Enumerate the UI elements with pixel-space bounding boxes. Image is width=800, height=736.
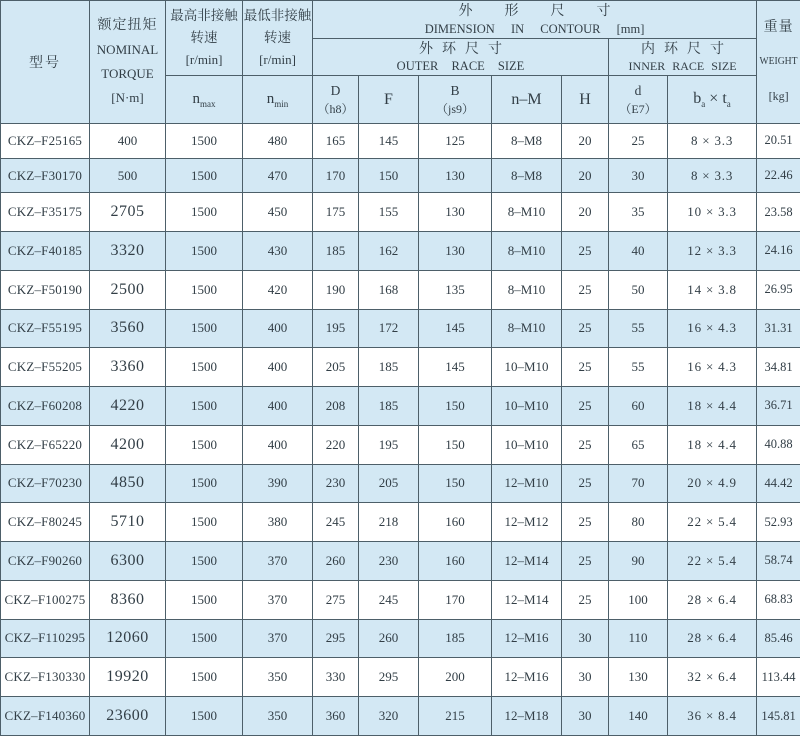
cell-B: 130 xyxy=(419,193,492,232)
cell-weight: 113.44 xyxy=(757,658,800,697)
cell-torque: 2705 xyxy=(90,193,166,232)
max-speed-label-zh2: 转速 xyxy=(190,30,218,45)
cell-nmax: 1500 xyxy=(166,503,243,542)
cell-weight: 20.51 xyxy=(757,124,800,159)
cell-bt: 22 × 5.4 xyxy=(668,503,757,542)
cell-d: 130 xyxy=(609,658,668,697)
torque-unit: [N·m] xyxy=(111,90,144,105)
cell-B: 200 xyxy=(419,658,492,697)
inner-race-label-zh: 内环尺寸 xyxy=(641,42,734,57)
cell-B: 150 xyxy=(419,387,492,426)
cell-weight: 34.81 xyxy=(757,348,800,387)
cell-nmax: 1500 xyxy=(166,387,243,426)
cell-bt: 16 × 4.3 xyxy=(668,348,757,387)
max-speed-label-zh: 最高非接触 xyxy=(170,8,238,23)
cell-F: 205 xyxy=(359,464,419,503)
cell-nmax: 1500 xyxy=(166,193,243,232)
cell-H: 25 xyxy=(562,232,609,271)
cell-bt: 8 × 3.3 xyxy=(668,158,757,193)
cell-nmin: 370 xyxy=(243,580,313,619)
table-row xyxy=(1,348,800,387)
cell-weight: 22.46 xyxy=(757,158,800,193)
outer-race-label-en: OUTER RACE SIZE xyxy=(396,59,525,73)
cell-torque: 5710 xyxy=(90,503,166,542)
cell-nmin: 370 xyxy=(243,542,313,581)
cell-nmax: 1500 xyxy=(166,270,243,309)
cell-nmax: 1500 xyxy=(166,425,243,464)
cell-bt: 12 × 3.3 xyxy=(668,232,757,271)
cell-H: 25 xyxy=(562,309,609,348)
cell-d: 140 xyxy=(609,697,668,736)
cell-model: CKZ–F50190 xyxy=(1,270,90,309)
cell-bt: 10 × 3.3 xyxy=(668,193,757,232)
col-header-d: d （E7） xyxy=(609,76,668,124)
col-header-max-speed xyxy=(166,1,243,76)
cell-bt: 18 × 4.4 xyxy=(668,425,757,464)
cell-bt: 14 × 3.8 xyxy=(668,270,757,309)
cell-nmax: 1500 xyxy=(166,542,243,581)
max-speed-unit: [r/min] xyxy=(185,52,223,67)
cell-D: 175 xyxy=(313,193,359,232)
cell-D: 275 xyxy=(313,580,359,619)
outer-race-label-zh: 外环尺寸 xyxy=(419,42,511,57)
cell-bt: 32 × 6.4 xyxy=(668,658,757,697)
cell-d: 55 xyxy=(609,309,668,348)
cell-model: CKZ–F25165 xyxy=(1,124,90,159)
cell-D: 230 xyxy=(313,464,359,503)
cell-torque: 400 xyxy=(90,124,166,159)
cell-D: 205 xyxy=(313,348,359,387)
cell-nmax: 1500 xyxy=(166,697,243,736)
cell-weight: 68.83 xyxy=(757,580,800,619)
cell-nM: 8–M10 xyxy=(492,232,562,271)
inner-race-label-en: INNER RACE SIZE xyxy=(628,59,737,73)
cell-H: 25 xyxy=(562,387,609,426)
cell-B: 130 xyxy=(419,158,492,193)
cell-nmin: 390 xyxy=(243,464,313,503)
col-header-D: D （h8） xyxy=(313,76,359,124)
cell-nmax: 1500 xyxy=(166,658,243,697)
cell-D: 295 xyxy=(313,619,359,658)
table-row xyxy=(1,309,800,348)
cell-H: 25 xyxy=(562,580,609,619)
cell-weight: 58.74 xyxy=(757,542,800,581)
cell-D: 170 xyxy=(313,158,359,193)
col-header-inner-race-group xyxy=(609,39,757,76)
cell-nM: 12–M12 xyxy=(492,503,562,542)
cell-bt: 28 × 6.4 xyxy=(668,580,757,619)
torque-label-zh: 额定扭矩 xyxy=(97,18,158,33)
table-row xyxy=(1,193,800,232)
col-header-nominal-torque xyxy=(90,1,166,124)
cell-nM: 10–M10 xyxy=(492,387,562,426)
col-header-outer-race-group xyxy=(313,39,609,76)
cell-weight: 24.16 xyxy=(757,232,800,271)
cell-d: 55 xyxy=(609,348,668,387)
cell-H: 30 xyxy=(562,658,609,697)
cell-F: 172 xyxy=(359,309,419,348)
table-row xyxy=(1,232,800,271)
cell-nM: 12–M14 xyxy=(492,542,562,581)
cell-d: 35 xyxy=(609,193,668,232)
cell-weight: 36.71 xyxy=(757,387,800,426)
cell-F: 245 xyxy=(359,580,419,619)
cell-d: 40 xyxy=(609,232,668,271)
cell-nmin: 470 xyxy=(243,158,313,193)
cell-torque: 3320 xyxy=(90,232,166,271)
cell-nmax: 1500 xyxy=(166,232,243,271)
cell-d: 30 xyxy=(609,158,668,193)
cell-torque: 4850 xyxy=(90,464,166,503)
cell-bt: 20 × 4.9 xyxy=(668,464,757,503)
cell-torque: 6300 xyxy=(90,542,166,581)
cell-B: 145 xyxy=(419,309,492,348)
table-row xyxy=(1,387,800,426)
cell-nmin: 480 xyxy=(243,124,313,159)
cell-model: CKZ–F100275 xyxy=(1,580,90,619)
cell-nM: 12–M16 xyxy=(492,658,562,697)
cell-bt: 8 × 3.3 xyxy=(668,124,757,159)
cell-weight: 23.58 xyxy=(757,193,800,232)
cell-torque: 3560 xyxy=(90,309,166,348)
cell-B: 145 xyxy=(419,348,492,387)
table-row xyxy=(1,580,800,619)
cell-model: CKZ–F130330 xyxy=(1,658,90,697)
cell-nmin: 450 xyxy=(243,193,313,232)
cell-D: 165 xyxy=(313,124,359,159)
cell-model: CKZ–F55205 xyxy=(1,348,90,387)
cell-H: 20 xyxy=(562,124,609,159)
cell-D: 220 xyxy=(313,425,359,464)
cell-nmax: 1500 xyxy=(166,619,243,658)
min-speed-label-zh: 最低非接触 xyxy=(243,8,312,23)
col-header-nmin-symbol: $n_{min}$ xyxy=(243,76,313,124)
col-header-nM: n–M xyxy=(492,76,562,124)
cell-model: CKZ–F55195 xyxy=(1,309,90,348)
cell-H: 25 xyxy=(562,270,609,309)
cell-nM: 8–M8 xyxy=(492,158,562,193)
col-header-nmax-symbol: $n_{max}$ xyxy=(166,76,243,124)
table-row xyxy=(1,464,800,503)
weight-label-zh: 重量 xyxy=(763,20,794,35)
cell-F: 320 xyxy=(359,697,419,736)
cell-D: 185 xyxy=(313,232,359,271)
cell-nmax: 1500 xyxy=(166,309,243,348)
cell-nM: 10–M10 xyxy=(492,348,562,387)
col-header-model: 型号 xyxy=(1,1,90,124)
cell-H: 25 xyxy=(562,425,609,464)
cell-d: 25 xyxy=(609,124,668,159)
cell-weight: 40.88 xyxy=(757,425,800,464)
cell-B: 130 xyxy=(419,232,492,271)
cell-H: 25 xyxy=(562,348,609,387)
cell-torque: 8360 xyxy=(90,580,166,619)
cell-nmin: 350 xyxy=(243,658,313,697)
cell-nmax: 1500 xyxy=(166,124,243,159)
cell-model: CKZ–F40185 xyxy=(1,232,90,271)
min-speed-label-zh2: 转速 xyxy=(264,30,291,45)
cell-bt: 22 × 5.4 xyxy=(668,542,757,581)
cell-nmax: 1500 xyxy=(166,580,243,619)
cell-torque: 12060 xyxy=(90,619,166,658)
cell-bt: 36 × 8.4 xyxy=(668,697,757,736)
cell-H: 25 xyxy=(562,503,609,542)
cell-F: 185 xyxy=(359,387,419,426)
table-row xyxy=(1,619,800,658)
cell-torque: 19920 xyxy=(90,658,166,697)
cell-F: 150 xyxy=(359,158,419,193)
cell-F: 145 xyxy=(359,124,419,159)
cell-model: CKZ–F80245 xyxy=(1,503,90,542)
cell-nmax: 1500 xyxy=(166,348,243,387)
col-header-weight xyxy=(757,1,800,124)
cell-bt: 18 × 4.4 xyxy=(668,387,757,426)
cell-model: CKZ–F70230 xyxy=(1,464,90,503)
cell-B: 215 xyxy=(419,697,492,736)
cell-torque: 4220 xyxy=(90,387,166,426)
cell-nmin: 420 xyxy=(243,270,313,309)
cell-nmax: 1500 xyxy=(166,158,243,193)
cell-nmin: 400 xyxy=(243,309,313,348)
cell-d: 50 xyxy=(609,270,668,309)
table-row xyxy=(1,697,800,736)
cell-d: 70 xyxy=(609,464,668,503)
cell-D: 330 xyxy=(313,658,359,697)
cell-F: 295 xyxy=(359,658,419,697)
cell-B: 160 xyxy=(419,503,492,542)
cell-nM: 8–M10 xyxy=(492,309,562,348)
cell-nmin: 430 xyxy=(243,232,313,271)
cell-H: 20 xyxy=(562,193,609,232)
cell-F: 185 xyxy=(359,348,419,387)
cell-model: CKZ–F60208 xyxy=(1,387,90,426)
col-header-dimension-group xyxy=(313,1,757,39)
cell-D: 195 xyxy=(313,309,359,348)
cell-bt: 16 × 4.3 xyxy=(668,309,757,348)
cell-nM: 12–M16 xyxy=(492,619,562,658)
cell-weight: 31.31 xyxy=(757,309,800,348)
table-row xyxy=(1,425,800,464)
col-header-F: F xyxy=(359,76,419,124)
cell-d: 60 xyxy=(609,387,668,426)
cell-B: 135 xyxy=(419,270,492,309)
col-header-min-speed xyxy=(243,1,313,76)
cell-B: 150 xyxy=(419,425,492,464)
cell-torque: 500 xyxy=(90,158,166,193)
min-speed-unit: [r/min] xyxy=(259,52,296,67)
cell-d: 90 xyxy=(609,542,668,581)
cell-H: 25 xyxy=(562,542,609,581)
col-header-H: H xyxy=(562,76,609,124)
weight-unit: [kg] xyxy=(768,89,789,103)
cell-weight: 44.42 xyxy=(757,464,800,503)
cell-nM: 12–M10 xyxy=(492,464,562,503)
cell-model: CKZ–F65220 xyxy=(1,425,90,464)
cell-nmin: 400 xyxy=(243,348,313,387)
cell-weight: 26.95 xyxy=(757,270,800,309)
table-row xyxy=(1,503,800,542)
cell-nM: 8–M10 xyxy=(492,270,562,309)
cell-d: 100 xyxy=(609,580,668,619)
torque-label-en2: TORQUE xyxy=(101,66,154,81)
cell-H: 30 xyxy=(562,619,609,658)
weight-label-en: WEIGHT xyxy=(759,56,798,67)
dimension-label-zh: 外形尺寸 xyxy=(458,4,643,19)
col-header-bt: $b_a \times t_a$ xyxy=(668,76,757,124)
cell-torque: 3360 xyxy=(90,348,166,387)
cell-F: 195 xyxy=(359,425,419,464)
cell-nmin: 400 xyxy=(243,425,313,464)
table-header xyxy=(1,1,800,124)
cell-model: CKZ–F90260 xyxy=(1,542,90,581)
cell-B: 150 xyxy=(419,464,492,503)
cell-d: 110 xyxy=(609,619,668,658)
cell-model: CKZ–F30170 xyxy=(1,158,90,193)
cell-F: 260 xyxy=(359,619,419,658)
cell-nM: 12–M14 xyxy=(492,580,562,619)
cell-B: 160 xyxy=(419,542,492,581)
cell-nM: 8–M10 xyxy=(492,193,562,232)
cell-weight: 85.46 xyxy=(757,619,800,658)
cell-D: 208 xyxy=(313,387,359,426)
cell-nM: 10–M10 xyxy=(492,425,562,464)
dimension-unit: [mm] xyxy=(616,22,645,36)
cell-D: 360 xyxy=(313,697,359,736)
cell-B: 170 xyxy=(419,580,492,619)
dimension-label-en: DIMENSION IN CONTOUR [mm] xyxy=(424,22,645,36)
cell-F: 162 xyxy=(359,232,419,271)
cell-D: 190 xyxy=(313,270,359,309)
cell-nM: 12–M18 xyxy=(492,697,562,736)
table-body xyxy=(1,124,800,736)
cell-torque: 4200 xyxy=(90,425,166,464)
table-row xyxy=(1,658,800,697)
cell-nmax: 1500 xyxy=(166,464,243,503)
table-row xyxy=(1,270,800,309)
torque-label-en1: NOMINAL xyxy=(96,42,159,57)
cell-weight: 52.93 xyxy=(757,503,800,542)
cell-torque: 23600 xyxy=(90,697,166,736)
col-header-B: B （js9） xyxy=(419,76,492,124)
cell-B: 125 xyxy=(419,124,492,159)
cell-D: 245 xyxy=(313,503,359,542)
cell-nmin: 380 xyxy=(243,503,313,542)
cell-H: 30 xyxy=(562,697,609,736)
cell-H: 25 xyxy=(562,464,609,503)
cell-model: CKZ–F110295 xyxy=(1,619,90,658)
table-row xyxy=(1,542,800,581)
cell-model: CKZ–F35175 xyxy=(1,193,90,232)
cell-D: 260 xyxy=(313,542,359,581)
cell-F: 155 xyxy=(359,193,419,232)
cell-weight: 145.81 xyxy=(757,697,800,736)
cell-d: 65 xyxy=(609,425,668,464)
cell-H: 20 xyxy=(562,158,609,193)
cell-nmin: 350 xyxy=(243,697,313,736)
cell-nmin: 400 xyxy=(243,387,313,426)
cell-torque: 2500 xyxy=(90,270,166,309)
cell-F: 230 xyxy=(359,542,419,581)
cell-nmin: 370 xyxy=(243,619,313,658)
cell-F: 168 xyxy=(359,270,419,309)
cell-d: 80 xyxy=(609,503,668,542)
cell-model: CKZ–F140360 xyxy=(1,697,90,736)
cell-bt: 28 × 6.4 xyxy=(668,619,757,658)
cell-nM: 8–M8 xyxy=(492,124,562,159)
cell-B: 185 xyxy=(419,619,492,658)
table-row xyxy=(1,124,800,159)
cell-F: 218 xyxy=(359,503,419,542)
table-row xyxy=(1,158,800,193)
